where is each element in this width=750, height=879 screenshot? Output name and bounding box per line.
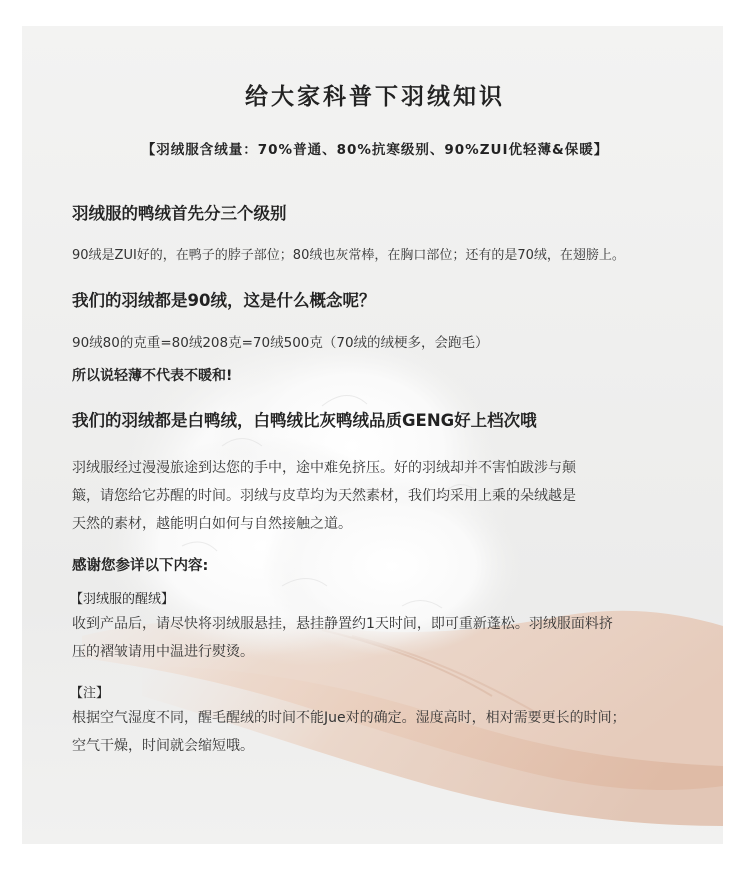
- ninety-conclusion: 所以说轻薄不代表不暖和!: [72, 368, 233, 384]
- wake-down-tag: 【羽绒服的醒绒】: [70, 592, 175, 607]
- paragraph-line: 簸，请您给它苏醒的时间。羽绒与皮草均为天然素材，我们均采用上乘的朵绒越是: [72, 488, 576, 504]
- note-paragraph: [72, 704, 682, 760]
- paragraph-line: 天然的素材，越能明白如何与自然接触之道。: [72, 516, 352, 532]
- paragraph-line: 压的褶皱请用中温进行熨烫。: [72, 644, 254, 660]
- ninety-heading: 我们的羽绒都是90绒，这是什么概念呢？: [72, 291, 376, 310]
- paragraph-line: 空气干燥，时间就会缩短哦。: [72, 738, 254, 754]
- wake-down-paragraph: [72, 610, 682, 666]
- paragraph-line: 羽绒服经过漫漫旅途到达您的手中，途中难免挤压。好的羽绒却并不害怕跋涉与颠: [72, 460, 576, 476]
- grades-heading: 羽绒服的鸭绒首先分三个级别: [72, 204, 287, 223]
- white-down-heading: 我们的羽绒都是白鸭绒，白鸭绒比灰鸭绒品质GENG好上档次哦: [72, 411, 537, 430]
- paragraph-line: 收到产品后，请尽快将羽绒服悬挂，悬挂静置约1天时间，即可重新蓬松。羽绒服面料挤: [72, 616, 613, 632]
- page-subtitle: 【羽绒服含绒量：70%普通、80%抗寒级别、90%ZUI优轻薄&保暖】: [141, 142, 609, 158]
- white-down-paragraph: [72, 454, 682, 538]
- grades-text: 90绒是ZUI好的，在鸭子的脖子部位；80绒也灰常棒，在胸口部位；还有的是70绒，在翅膀上。: [72, 248, 625, 263]
- paragraph-line: 根据空气湿度不同，醒毛醒绒的时间不能Jue对的确定。湿度高时，相对需要更长的时间；: [72, 710, 626, 726]
- thanks-heading: 感谢您参详以下内容:: [72, 558, 209, 574]
- note-tag: 【注】: [70, 686, 110, 701]
- page-title: 给大家科普下羽绒知识: [245, 84, 505, 110]
- ninety-text: 90绒80的克重=80绒208克=70绒500克（70绒的绒梗多，会跑毛）: [72, 335, 489, 351]
